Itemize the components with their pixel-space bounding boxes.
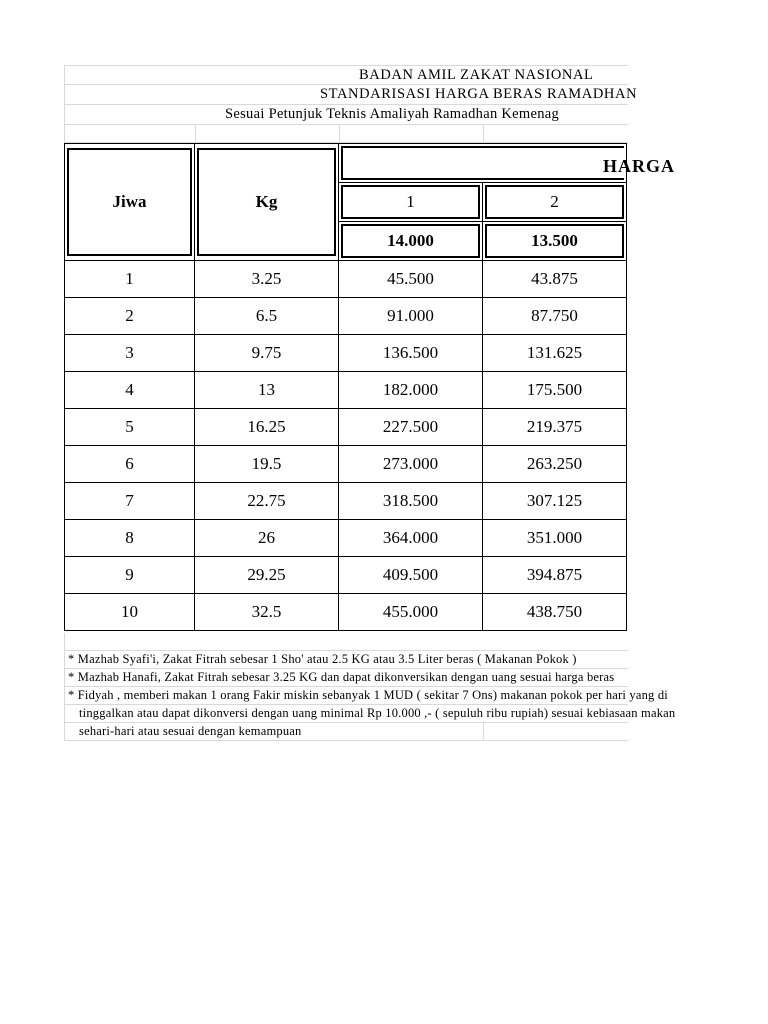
header-row-2 <box>64 85 638 105</box>
price-value-2: 13.500 <box>531 231 578 250</box>
cell-kg: 32.5 <box>195 594 339 631</box>
table-row <box>65 372 627 409</box>
spreadsheet-page <box>64 65 676 743</box>
price-value-2-cell <box>483 222 627 261</box>
table-row <box>65 409 627 446</box>
header-harga: HARGA <box>603 156 675 176</box>
cell-p1: 227.500 <box>339 409 483 446</box>
note-line-5: sehari-hari atau sesuai dengan kemampuan <box>64 723 628 741</box>
cell-p1: 409.500 <box>339 557 483 594</box>
header-kg: Kg <box>255 192 278 211</box>
price-index-2: 2 <box>550 192 559 211</box>
document-title: STANDARISASI HARGA BERAS RAMADHAN <box>320 86 638 102</box>
cell-kg: 26 <box>195 520 339 557</box>
org-title: BADAN AMIL ZAKAT NASIONAL <box>359 67 594 83</box>
table-row <box>65 557 627 594</box>
notes-section <box>64 633 676 741</box>
cell-kg: 6.5 <box>195 298 339 335</box>
cell-jiwa: 2 <box>65 298 195 335</box>
cell-p1: 91.000 <box>339 298 483 335</box>
cell-jiwa: 4 <box>65 372 195 409</box>
cell-p1: 455.000 <box>339 594 483 631</box>
header-kg-cell <box>195 144 339 261</box>
cell-p2: 394.875 <box>483 557 627 594</box>
cell-p1: 182.000 <box>339 372 483 409</box>
cell-kg: 29.25 <box>195 557 339 594</box>
cell-jiwa: 6 <box>65 446 195 483</box>
header-row-1 <box>64 65 628 85</box>
price-index-1-cell <box>339 183 483 222</box>
cell-p1: 364.000 <box>339 520 483 557</box>
zakat-price-table <box>64 143 675 631</box>
cell-p2: 87.750 <box>483 298 627 335</box>
cell-p2: 43.875 <box>483 261 627 298</box>
price-index-2-cell <box>483 183 627 222</box>
price-value-1: 14.000 <box>387 231 434 250</box>
cell-p1: 318.500 <box>339 483 483 520</box>
cell-p2: 219.375 <box>483 409 627 446</box>
cell-jiwa: 1 <box>65 261 195 298</box>
cell-p2: 307.125 <box>483 483 627 520</box>
table-row <box>65 520 627 557</box>
cell-p1: 136.500 <box>339 335 483 372</box>
table-row <box>65 446 627 483</box>
cell-kg: 16.25 <box>195 409 339 446</box>
price-index-1: 1 <box>406 192 415 211</box>
cell-p1: 273.000 <box>339 446 483 483</box>
header-jiwa: Jiwa <box>112 192 147 211</box>
document-subtitle: Sesuai Petunjuk Teknis Amaliyah Ramadhan Kemenag <box>225 106 560 122</box>
cell-jiwa: 10 <box>65 594 195 631</box>
cell-jiwa: 5 <box>65 409 195 446</box>
note-line-3: * Fidyah , memberi makan 1 orang Fakir miskin sebanyak 1 MUD ( sekitar 7 Ons) makanan pokok per hari yang di <box>64 687 628 705</box>
header-jiwa-cell <box>65 144 195 261</box>
cell-kg: 9.75 <box>195 335 339 372</box>
note-line-4: tinggalkan atau dapat dikonversi dengan uang minimal Rp 10.000 ,- ( sepuluh ribu rupiah) sesuai kebiasaan makan <box>64 705 628 723</box>
table-row <box>65 483 627 520</box>
cell-p2: 263.250 <box>483 446 627 483</box>
table-row <box>65 298 627 335</box>
table-row <box>65 335 627 372</box>
cell-jiwa: 9 <box>65 557 195 594</box>
table-row <box>65 594 627 631</box>
cell-p2: 175.500 <box>483 372 627 409</box>
price-value-1-cell <box>339 222 483 261</box>
cell-p2: 351.000 <box>483 520 627 557</box>
cell-jiwa: 7 <box>65 483 195 520</box>
cell-p1: 45.500 <box>339 261 483 298</box>
cell-kg: 3.25 <box>195 261 339 298</box>
header-harga-cell <box>339 144 675 183</box>
note-line-2: * Mazhab Hanafi, Zakat Fitrah sebesar 3.25 KG dan dapat dikonversikan dengan uang sesuai harga beras <box>64 669 628 687</box>
note-line-1: * Mazhab Syafi'i, Zakat Fitrah sebesar 1 Sho' atau 2.5 KG atau 3.5 Liter beras ( Makanan Pokok ) <box>64 651 628 669</box>
cell-kg: 13 <box>195 372 339 409</box>
cell-jiwa: 8 <box>65 520 195 557</box>
header-row-3 <box>64 105 628 125</box>
table-row <box>65 261 627 298</box>
cell-jiwa: 3 <box>65 335 195 372</box>
cell-p2: 438.750 <box>483 594 627 631</box>
cell-p2: 131.625 <box>483 335 627 372</box>
spacer-row <box>64 125 628 143</box>
cell-kg: 19.5 <box>195 446 339 483</box>
notes-spacer <box>64 633 628 651</box>
cell-kg: 22.75 <box>195 483 339 520</box>
